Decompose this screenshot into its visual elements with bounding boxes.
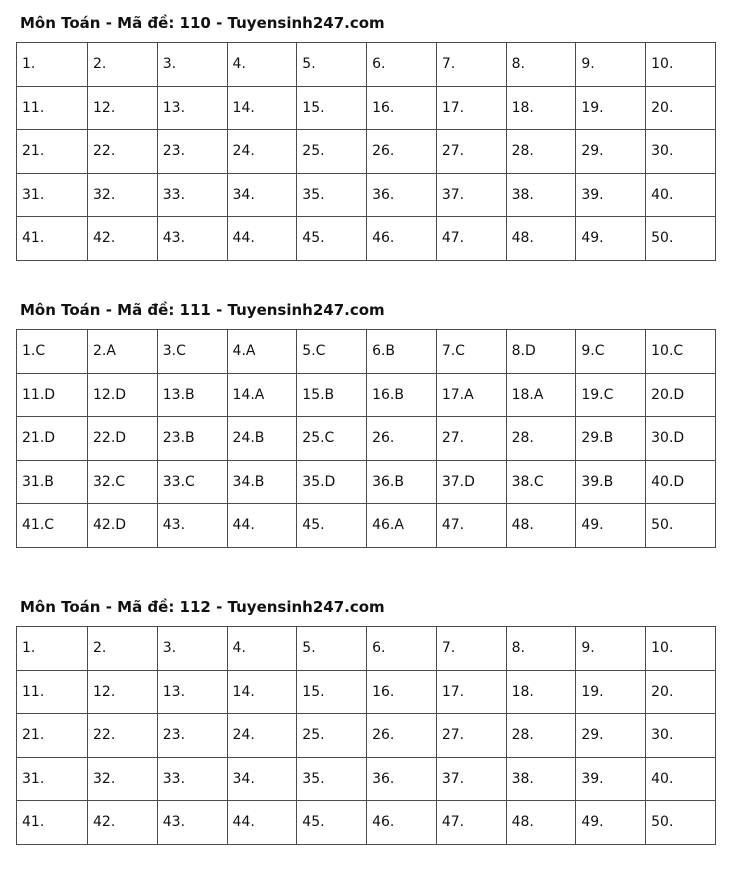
answer-cell: 42.D	[88, 504, 158, 548]
answer-cell: 4.A	[227, 330, 297, 374]
answer-cell: 23.	[157, 714, 227, 758]
answer-cell: 18.	[506, 670, 576, 714]
answer-cell: 13.	[157, 670, 227, 714]
answer-cell: 34.B	[227, 460, 297, 504]
answer-cell: 25.	[297, 714, 367, 758]
answer-cell: 45.	[297, 504, 367, 548]
answer-table	[16, 626, 716, 845]
answer-cell: 17.	[436, 86, 506, 130]
answer-cell: 9.	[576, 43, 646, 87]
answer-cell: 47.	[436, 217, 506, 261]
answer-cell: 20.D	[646, 373, 716, 417]
answer-cell: 12.	[88, 670, 158, 714]
answer-cell: 30.	[646, 714, 716, 758]
answer-cell: 12.	[88, 86, 158, 130]
answer-cell: 11.	[17, 670, 88, 714]
answer-cell: 14.	[227, 86, 297, 130]
answer-cell: 3.	[157, 43, 227, 87]
answer-cell: 5.	[297, 43, 367, 87]
answer-cell: 39.B	[576, 460, 646, 504]
answer-cell: 9.	[576, 627, 646, 671]
answer-cell: 3.C	[157, 330, 227, 374]
answer-cell: 17.A	[436, 373, 506, 417]
answer-cell: 44.	[227, 504, 297, 548]
table-row	[17, 627, 716, 671]
answer-cell: 10.C	[646, 330, 716, 374]
answer-cell: 2.	[88, 43, 158, 87]
answer-cell: 29.	[576, 130, 646, 174]
answer-cell: 48.	[506, 217, 576, 261]
answer-cell: 17.	[436, 670, 506, 714]
table-row	[17, 173, 716, 217]
answer-cell: 43.	[157, 801, 227, 845]
answer-cell: 37.	[436, 173, 506, 217]
answer-cell: 36.B	[367, 460, 437, 504]
answer-cell: 25.C	[297, 417, 367, 461]
answer-cell: 46.A	[367, 504, 437, 548]
table-row	[17, 43, 716, 87]
answer-cell: 33.C	[157, 460, 227, 504]
answer-cell: 9.C	[576, 330, 646, 374]
answer-cell: 33.	[157, 173, 227, 217]
answer-cell: 40.	[646, 173, 716, 217]
answer-cell: 7.C	[436, 330, 506, 374]
answer-cell: 46.	[367, 217, 437, 261]
answer-cell: 20.	[646, 86, 716, 130]
table-row	[17, 330, 716, 374]
table-row	[17, 86, 716, 130]
answer-cell: 30.	[646, 130, 716, 174]
answer-cell: 3.	[157, 627, 227, 671]
answer-cell: 49.	[576, 217, 646, 261]
answer-cell: 6.B	[367, 330, 437, 374]
answer-cell: 21.	[17, 714, 88, 758]
answer-cell: 28.	[506, 130, 576, 174]
answer-cell: 45.	[297, 217, 367, 261]
answer-cell: 16.	[367, 670, 437, 714]
answer-cell: 50.	[646, 801, 716, 845]
answer-cell: 50.	[646, 504, 716, 548]
answer-cell: 2.A	[88, 330, 158, 374]
answer-cell: 23.	[157, 130, 227, 174]
answer-cell: 44.	[227, 801, 297, 845]
answer-cell: 47.	[436, 504, 506, 548]
answer-cell: 6.	[367, 43, 437, 87]
exam-title: Môn Toán - Mã đề: 111 - Tuyensinh247.com	[20, 301, 385, 319]
exam-section-110	[16, 12, 716, 261]
answer-cell: 10.	[646, 627, 716, 671]
answer-cell: 15.B	[297, 373, 367, 417]
answer-cell: 8.	[506, 43, 576, 87]
answer-cell: 7.	[436, 627, 506, 671]
answer-cell: 5.	[297, 627, 367, 671]
table-row	[17, 417, 716, 461]
table-row	[17, 130, 716, 174]
answer-cell: 25.	[297, 130, 367, 174]
answer-cell: 49.	[576, 801, 646, 845]
table-row	[17, 670, 716, 714]
answer-cell: 24.B	[227, 417, 297, 461]
answer-cell: 29.	[576, 714, 646, 758]
answer-cell: 31.B	[17, 460, 88, 504]
table-row	[17, 373, 716, 417]
answer-cell: 40.D	[646, 460, 716, 504]
answer-cell: 48.	[506, 801, 576, 845]
answer-cell: 11.D	[17, 373, 88, 417]
exam-section-112	[16, 596, 716, 845]
answer-cell: 32.C	[88, 460, 158, 504]
answer-cell: 43.	[157, 504, 227, 548]
answer-cell: 27.	[436, 130, 506, 174]
answer-cell: 29.B	[576, 417, 646, 461]
answer-cell: 38.	[506, 757, 576, 801]
answer-cell: 13.B	[157, 373, 227, 417]
answer-cell: 33.	[157, 757, 227, 801]
answer-cell: 5.C	[297, 330, 367, 374]
answer-cell: 16.B	[367, 373, 437, 417]
answer-cell: 26.	[367, 130, 437, 174]
answer-cell: 36.	[367, 173, 437, 217]
answer-cell: 22.	[88, 714, 158, 758]
answer-cell: 8.D	[506, 330, 576, 374]
answer-cell: 16.	[367, 86, 437, 130]
answer-cell: 46.	[367, 801, 437, 845]
table-row	[17, 460, 716, 504]
answer-cell: 12.D	[88, 373, 158, 417]
answer-cell: 19.C	[576, 373, 646, 417]
answer-cell: 28.	[506, 417, 576, 461]
answer-cell: 15.	[297, 86, 367, 130]
answer-cell: 42.	[88, 801, 158, 845]
answer-cell: 45.	[297, 801, 367, 845]
answer-cell: 18.	[506, 86, 576, 130]
answer-cell: 2.	[88, 627, 158, 671]
answer-cell: 32.	[88, 173, 158, 217]
answer-cell: 4.	[227, 627, 297, 671]
answer-cell: 31.	[17, 173, 88, 217]
answer-cell: 31.	[17, 757, 88, 801]
answer-cell: 38.C	[506, 460, 576, 504]
answer-cell: 34.	[227, 757, 297, 801]
answer-cell: 8.	[506, 627, 576, 671]
answer-cell: 32.	[88, 757, 158, 801]
answer-cell: 14.A	[227, 373, 297, 417]
answer-cell: 27.	[436, 417, 506, 461]
answer-cell: 39.	[576, 173, 646, 217]
answer-cell: 41.	[17, 801, 88, 845]
answer-cell: 26.	[367, 714, 437, 758]
answer-cell: 37.D	[436, 460, 506, 504]
answer-table	[16, 329, 716, 548]
answer-cell: 28.	[506, 714, 576, 758]
answer-cell: 4.	[227, 43, 297, 87]
answer-cell: 34.	[227, 173, 297, 217]
answer-cell: 47.	[436, 801, 506, 845]
answer-cell: 48.	[506, 504, 576, 548]
answer-cell: 27.	[436, 714, 506, 758]
answer-cell: 15.	[297, 670, 367, 714]
answer-cell: 13.	[157, 86, 227, 130]
answer-cell: 37.	[436, 757, 506, 801]
answer-cell: 41.C	[17, 504, 88, 548]
table-row	[17, 504, 716, 548]
answer-cell: 20.	[646, 670, 716, 714]
answer-cell: 22.D	[88, 417, 158, 461]
answer-cell: 21.	[17, 130, 88, 174]
exam-title: Môn Toán - Mã đề: 110 - Tuyensinh247.com	[20, 14, 385, 32]
answer-cell: 50.	[646, 217, 716, 261]
answer-table	[16, 42, 716, 261]
answer-cell: 36.	[367, 757, 437, 801]
answer-cell: 1.	[17, 43, 88, 87]
answer-cell: 10.	[646, 43, 716, 87]
answer-cell: 24.	[227, 130, 297, 174]
answer-cell: 38.	[506, 173, 576, 217]
answer-cell: 21.D	[17, 417, 88, 461]
answer-cell: 35.D	[297, 460, 367, 504]
answer-cell: 1.	[17, 627, 88, 671]
answer-cell: 23.B	[157, 417, 227, 461]
answer-cell: 26.	[367, 417, 437, 461]
table-row	[17, 714, 716, 758]
answer-cell: 19.	[576, 670, 646, 714]
answer-cell: 41.	[17, 217, 88, 261]
answer-cell: 42.	[88, 217, 158, 261]
answer-cell: 1.C	[17, 330, 88, 374]
answer-cell: 30.D	[646, 417, 716, 461]
answer-cell: 7.	[436, 43, 506, 87]
answer-cell: 11.	[17, 86, 88, 130]
answer-cell: 6.	[367, 627, 437, 671]
answer-cell: 39.	[576, 757, 646, 801]
exam-title: Môn Toán - Mã đề: 112 - Tuyensinh247.com	[20, 598, 385, 616]
table-row	[17, 217, 716, 261]
answer-cell: 40.	[646, 757, 716, 801]
answer-cell: 14.	[227, 670, 297, 714]
answer-cell: 24.	[227, 714, 297, 758]
answer-cell: 19.	[576, 86, 646, 130]
exam-section-111	[16, 299, 716, 548]
answer-cell: 35.	[297, 757, 367, 801]
answer-cell: 18.A	[506, 373, 576, 417]
answer-cell: 22.	[88, 130, 158, 174]
table-row	[17, 801, 716, 845]
answer-cell: 43.	[157, 217, 227, 261]
table-row	[17, 757, 716, 801]
answer-cell: 35.	[297, 173, 367, 217]
answer-cell: 49.	[576, 504, 646, 548]
answer-cell: 44.	[227, 217, 297, 261]
